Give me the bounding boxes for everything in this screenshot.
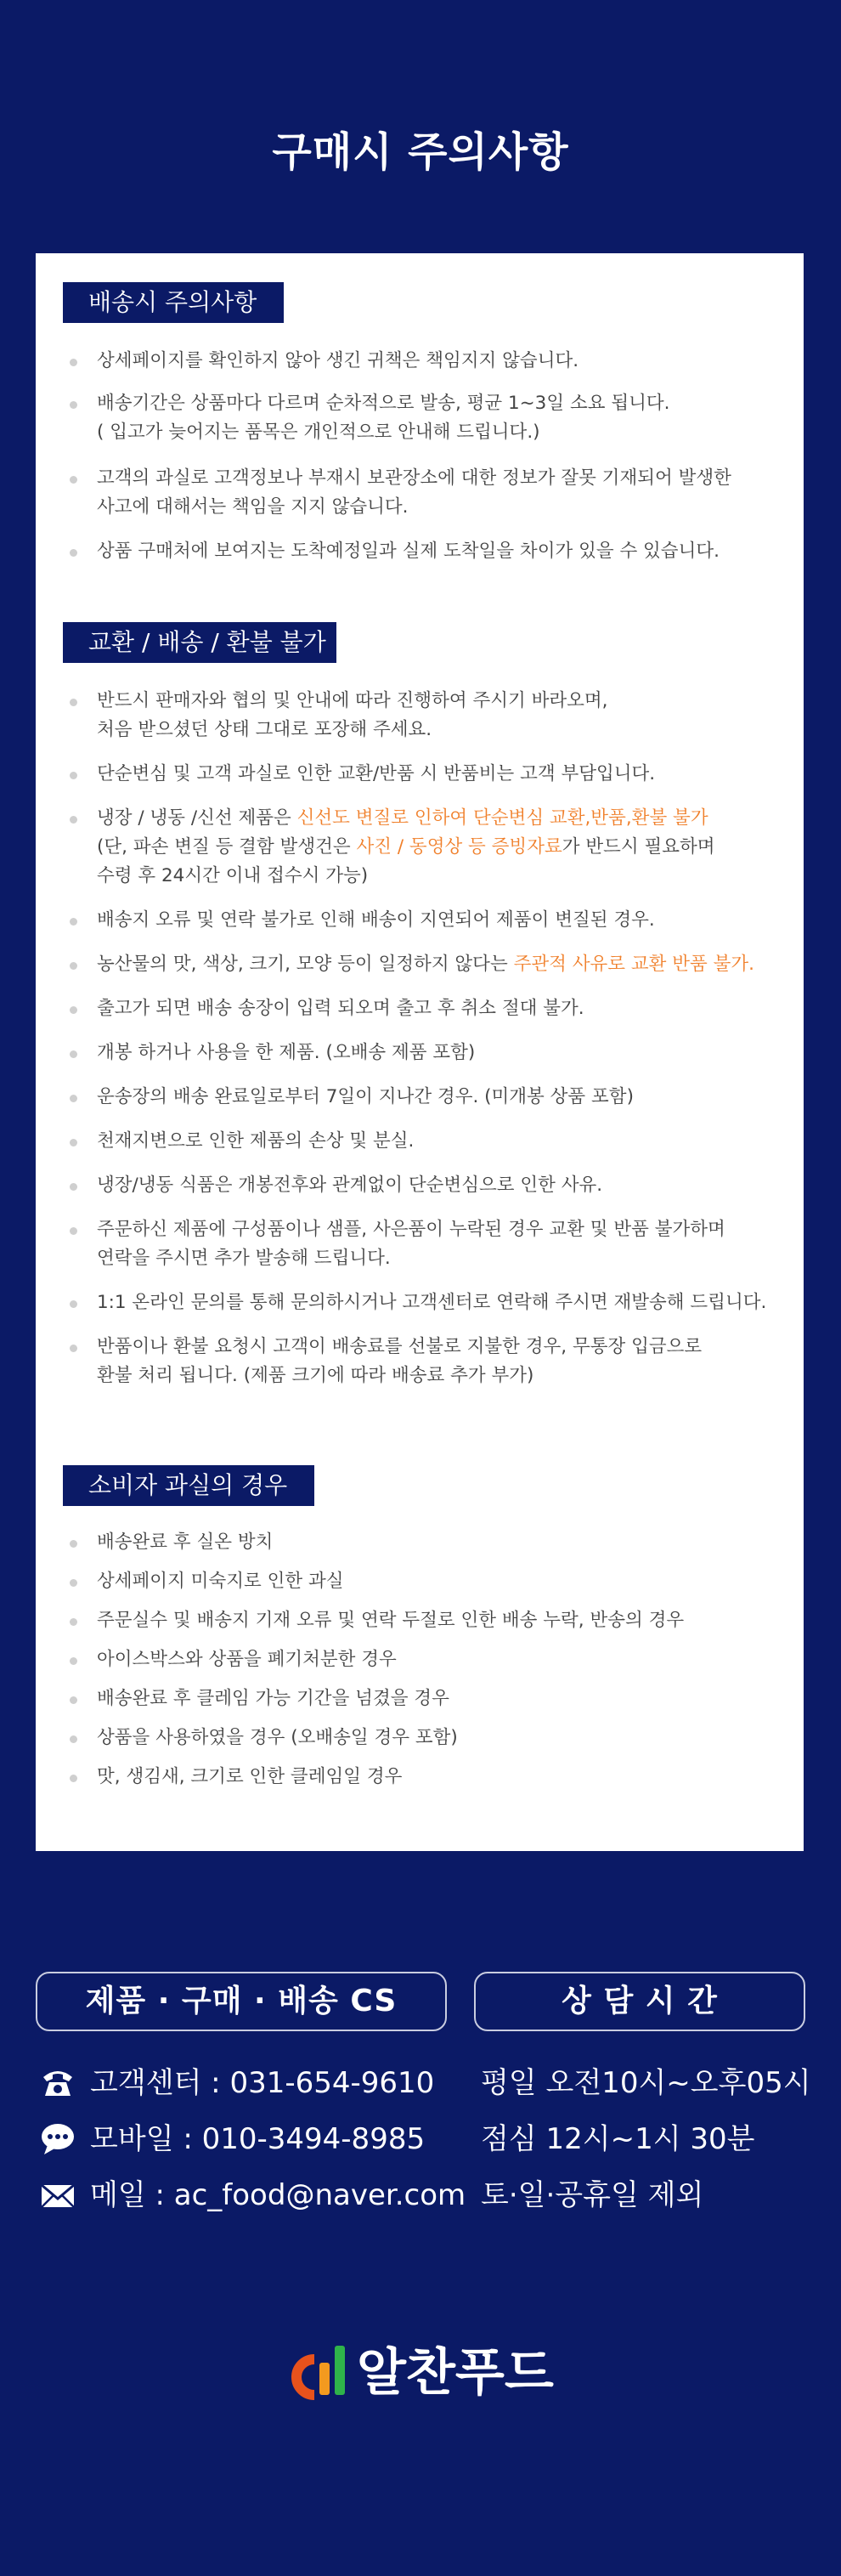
hours-closed: 토·일·공휴일 제외 <box>481 2178 704 2212</box>
list-item: 배송완료 후 클레임 가능 기간을 넘겼을 경우 <box>97 1684 802 1713</box>
list-item: 배송지 오류 및 연락 불가로 인해 배송이 지연되어 제품이 변질된 경우. <box>97 906 802 935</box>
list-item: 농산물의 맛, 색상, 크기, 모양 등이 일정하지 않다는 주관적 사유로 교환 반품 불가. <box>97 950 802 979</box>
list-item: 아이스박스와 상품을 폐기처분한 경우 <box>97 1645 802 1674</box>
list-item: 배송기간은 상품마다 다르며 순차적으로 발송, 평균 1~3일 소요 됩니다. ( 입고가 늦어지는 품목은 개인적으로 안내해 드립니다.) <box>97 389 802 447</box>
list-item: 천재지변으로 인한 제품의 손상 및 분실. <box>97 1127 802 1156</box>
hours-weekday: 평일 오전10시~오후05시 <box>481 2066 811 2100</box>
list-item: 고객의 과실로 고객정보나 부재시 보관장소에 대한 정보가 잘못 기재되어 발생한 사고에 대해서는 책임을 지지 않습니다. <box>97 464 802 522</box>
bullet-icon <box>70 1696 77 1704</box>
brand-name: 알찬푸드 <box>357 2343 554 2403</box>
bullet-icon <box>70 1006 77 1014</box>
bullet-icon <box>70 549 77 557</box>
bullet-icon <box>70 476 77 484</box>
bullet-icon <box>70 1735 77 1743</box>
highlight-text: 주관적 사유로 교환 반품 불가. <box>513 954 754 975</box>
list-item: 맛, 생김새, 크기로 인한 클레임일 경우 <box>97 1763 802 1792</box>
list-item: 냉장 / 냉동 /신선 제품은 신선도 변질로 인하여 단순변심 교환,반품,환불 불가 (단, 파손 변질 등 결함 발생건은 사진 / 동영상 등 증빙자료가 반드시 필요하며 수령 후 24시간 이내 접수시 가능) <box>97 804 802 891</box>
list-item: 개봉 하거나 사용을 한 제품. (오배송 제품 포함) <box>97 1039 802 1067</box>
bullet-icon <box>70 1050 77 1058</box>
list-item: 운송장의 배송 완료일로부터 7일이 지나간 경우. (미개봉 상품 포함) <box>97 1083 802 1112</box>
bullet-icon <box>70 1579 77 1587</box>
bullet-icon <box>70 816 77 824</box>
highlight-text: 사진 / 동영상 등 증빙자료 <box>356 836 562 858</box>
list-item: 상세페이지 미숙지로 인한 과실 <box>97 1567 802 1596</box>
bullet-icon <box>70 1139 77 1146</box>
list-item: 반드시 판매자와 협의 및 안내에 따라 진행하여 주시기 바라오며, 처음 받으셨던 상태 그대로 포장해 주세요. <box>97 687 802 744</box>
list-item: 주문하신 제품에 구성품이나 샘플, 사은품이 누락된 경우 교환 및 반품 불가하며 연락을 주시면 추가 발송해 드립니다. <box>97 1215 802 1273</box>
highlight-text: 신선도 변질로 인하여 단순변심 교환,반품,환불 불가 <box>296 807 708 829</box>
bullet-icon <box>70 772 77 779</box>
list-item: 단순변심 및 고객 과실로 인한 교환/반품 시 반품비는 고객 부담입니다. <box>97 760 802 789</box>
bullet-icon <box>70 1183 77 1191</box>
bullet-icon <box>70 1775 77 1782</box>
bullet-icon <box>70 1227 77 1235</box>
page-title: 구매시 주의사항 <box>272 128 569 176</box>
list-item: 출고가 되면 배송 송장이 입력 되오며 출고 후 취소 절대 불가. <box>97 994 802 1023</box>
bullet-icon <box>70 699 77 706</box>
bullet-icon <box>70 1300 77 1308</box>
list-item: 주문실수 및 배송지 기재 오류 및 연락 두절로 인한 배송 누락, 반송의 경우 <box>97 1606 802 1635</box>
list-item: 상세페이지를 확인하지 않아 생긴 귀책은 책임지지 않습니다. <box>97 347 802 376</box>
hours-title-box: 상 담 시 간 <box>474 1972 805 2031</box>
brand-logo <box>285 2339 566 2407</box>
bullet-icon <box>70 1657 77 1665</box>
notice-card <box>36 253 804 1851</box>
section-label-consumer: 소비자 과실의 경우 <box>63 1465 314 1506</box>
list-item: 1:1 온라인 문의를 통해 문의하시거나 고객센터로 연락해 주시면 재발송해 드립니다. <box>97 1288 802 1317</box>
section-label-exchange: 교환 / 배송 / 환불 불가 <box>63 622 336 663</box>
telephone-icon <box>41 2067 75 2099</box>
list-item: 상품을 사용하였을 경우 (오배송일 경우 포함) <box>97 1724 802 1752</box>
list-item: 냉장/냉동 식품은 개봉전후와 관계없이 단순변심으로 인한 사유. <box>97 1171 802 1200</box>
list-item: 반품이나 환불 요청시 고객이 배송료를 선불로 지불한 경우, 무통장 입금으로 환불 처리 됩니다. (제품 크기에 따라 배송료 추가 부가) <box>97 1333 802 1390</box>
bullet-icon <box>70 1345 77 1352</box>
bullet-icon <box>70 962 77 970</box>
logo-mark-icon <box>285 2339 353 2407</box>
hours-lunch: 점심 12시~1시 30분 <box>481 2122 755 2156</box>
list-item: 상품 구매처에 보여지는 도착예정일과 실제 도착일을 차이가 있을 수 있습니다. <box>97 537 802 566</box>
bullet-icon <box>70 1095 77 1102</box>
bullet-icon <box>70 1540 77 1548</box>
bullet-icon <box>70 1618 77 1626</box>
envelope-icon <box>41 2179 75 2211</box>
chat-bubble-icon <box>41 2123 75 2155</box>
section-label-shipping: 배송시 주의사항 <box>63 282 284 323</box>
bullet-icon <box>70 401 77 409</box>
list-item: 배송완료 후 실온 방치 <box>97 1528 802 1557</box>
cs-title-box: 제품 · 구매 · 배송 CS <box>36 1972 447 2031</box>
bullet-icon <box>70 359 77 366</box>
bullet-icon <box>70 918 77 926</box>
